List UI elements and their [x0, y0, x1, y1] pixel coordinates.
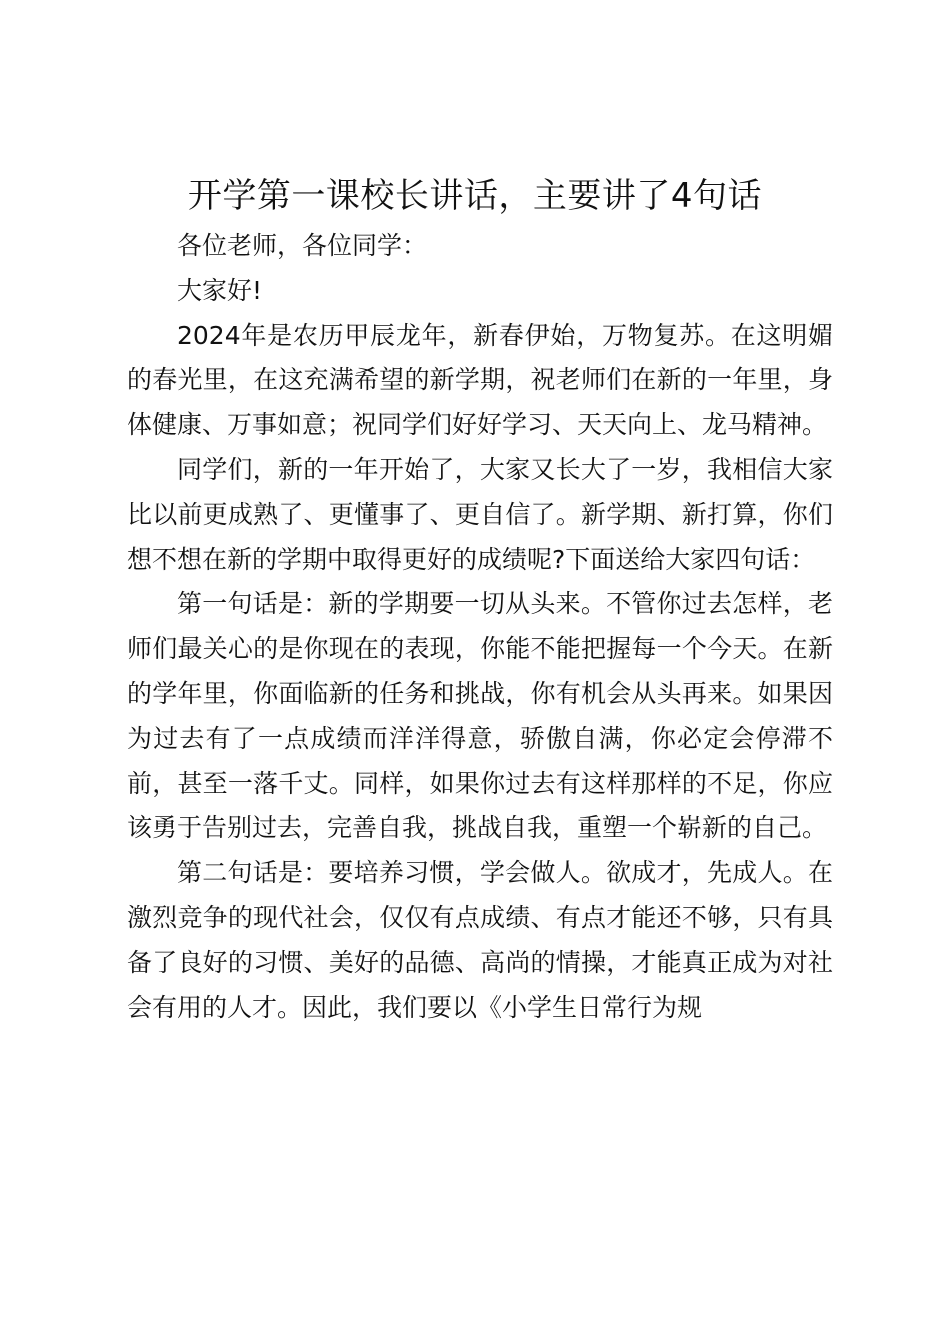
paragraph-first-point: 第一句话是：新的学期要一切从头来。不管你过去怎样，老师们最关心的是你现在的表现，你能不能把握每一个今天。在新的学年里，你面临新的任务和挑战，你有机会从头再来。如果因为过去有了一点成绩而洋洋得意，骄傲自满，你必定会停滞不前，甚至一落千丈。同样，如果你过去有这样那样的不足，你应该勇于告别过去，完善自我，挑战自我，重塑一个崭新的自己。 [127, 589, 833, 843]
paragraph-second-point: 第二句话是：要培养习惯，学会做人。欲成才，先成人。在激烈竞争的现代社会，仅仅有点成绩、有点才能还不够，只有具备了良好的习惯、美好的品德、高尚的情操，才能真正成为对社会有用的人才。因此，我们要以《小学生日常行为规 [127, 858, 833, 1022]
paragraph-new-year: 2024年是农历甲辰龙年，新春伊始，万物复苏。在这明媚的春光里，在这充满希望的新学期，祝老师们在新的一年里，身体健康、万事如意；祝同学们好好学习、天天向上、龙马精神。 [127, 320, 833, 440]
document-body [127, 224, 833, 1030]
paragraph-new-semester: 同学们，新的一年开始了，大家又长大了一岁，我相信大家比以前更成熟了、更懂事了、更自信了。新学期、新打算，你们想不想在新的学期中取得更好的成绩呢?下面送给大家四句话： [127, 454, 833, 574]
greeting: 大家好! [177, 275, 263, 305]
salutation: 各位老师，各位同学： [177, 231, 428, 260]
document-title: 开学第一课校长讲话，主要讲了4句话 [187, 176, 763, 216]
